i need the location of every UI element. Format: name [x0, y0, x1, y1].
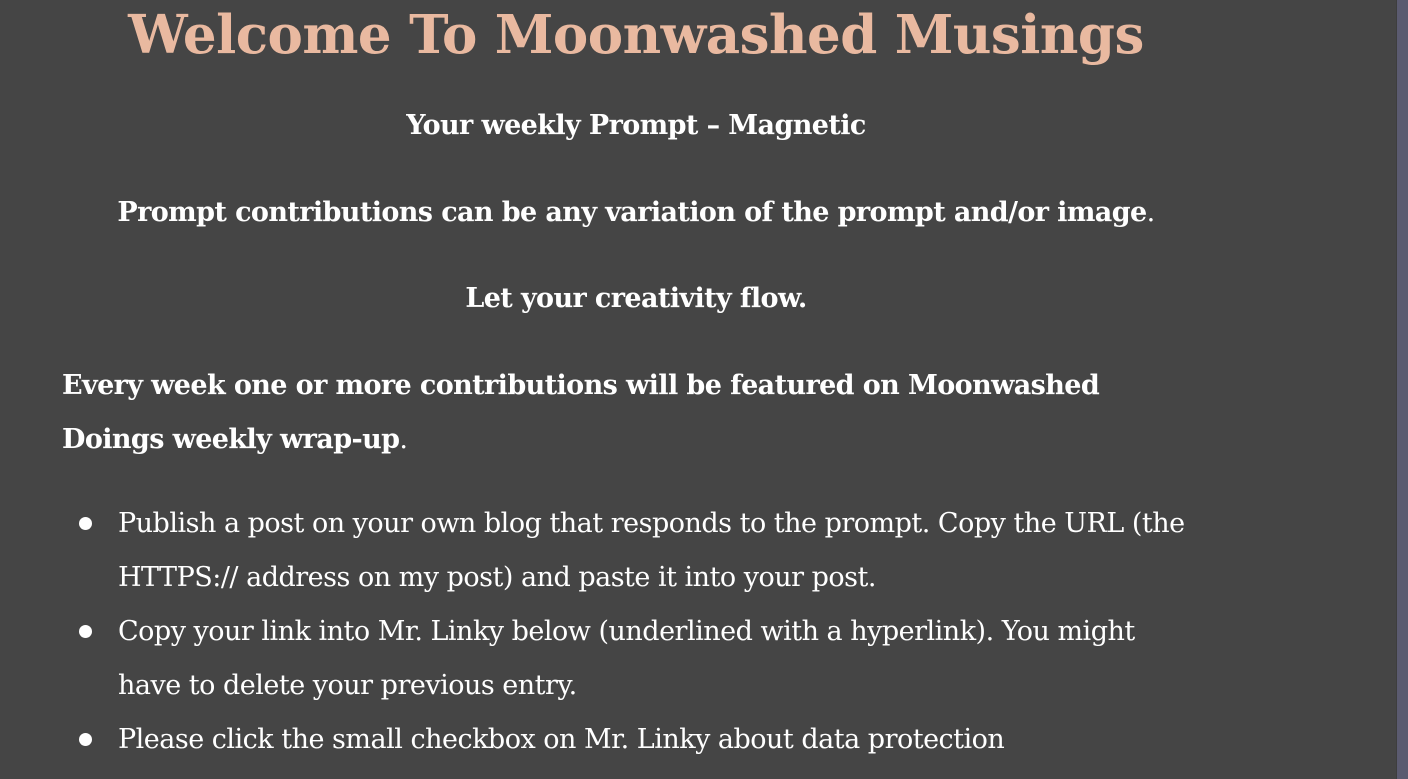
contribution-line [0, 196, 1272, 230]
featured-line [62, 359, 1202, 467]
bullet-icon [79, 517, 92, 530]
list-item [0, 605, 1240, 713]
list-item [0, 497, 1240, 605]
list-item-text: Please click the small checkbox on Mr. Linky about data protection [118, 724, 1005, 755]
instructions-list [0, 497, 1240, 767]
creativity-line: Let your creativity flow. [465, 283, 807, 314]
scrollbar-track[interactable] [1396, 0, 1408, 779]
featured-text: Every week one or more contributions will be featured on Moonwashed Doings weekly wrap-up [62, 370, 1100, 455]
featured-period: . [399, 424, 408, 455]
list-item [0, 713, 1240, 767]
page-title: Welcome To Moonwashed Musings [128, 4, 1144, 66]
bullet-icon [79, 733, 92, 746]
scrollbar-thumb[interactable] [1397, 0, 1408, 779]
bullet-icon [79, 625, 92, 638]
contribution-text: Prompt contributions can be any variation of the prompt and/or image [117, 197, 1147, 228]
weekly-prompt-line: Your weekly Prompt – Magnetic [406, 110, 866, 141]
contribution-period: . [1146, 197, 1155, 228]
list-item-text: Copy your link into Mr. Linky below (underlined with a hyperlink). You might have to delete your previous entry. [118, 616, 1135, 701]
list-item-text: Publish a post on your own blog that responds to the prompt. Copy the URL (the HTTPS:// address on my post) and paste it into your post. [118, 508, 1185, 593]
